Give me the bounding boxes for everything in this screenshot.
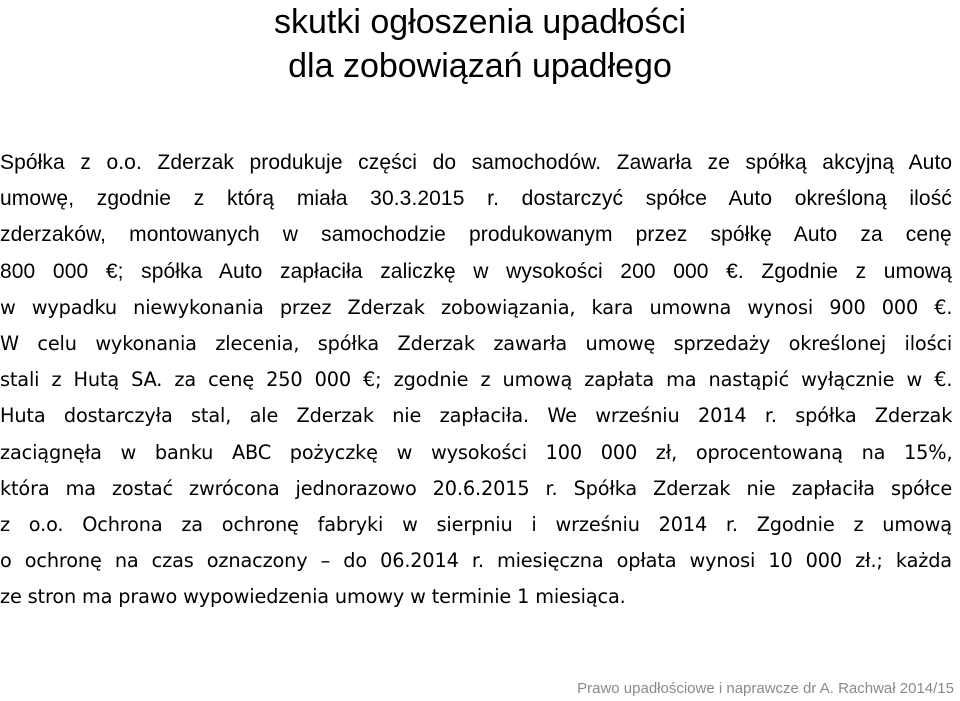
slide-footer: Prawo upadłościowe i naprawcze dr A. Rachwał 2014/15 bbox=[577, 680, 954, 697]
body-line-11: z o.o. Ochrona za ochronę fabryki w sierpniu i wrześniu 2014 r. Zgodnie z umową bbox=[0, 512, 952, 536]
slide-title bbox=[0, 0, 960, 88]
body-line-8: Huta dostarczyła stal, ale Zderzak nie zapłaciła. We wrześniu 2014 r. spółka Zderzak bbox=[0, 404, 952, 428]
case-description bbox=[0, 145, 952, 615]
body-line-9: zaciągnęła w banku ABC pożyczkę w wysokości 100 000 zł, oprocentowaną na 15%, bbox=[0, 440, 952, 464]
body-line-7: stali z Hutą SA. za cenę 250 000 €; zgodnie z umową zapłata ma nastąpić wyłącznie w €. bbox=[0, 368, 952, 392]
body-line-12: o ochronę na czas oznaczony – do 06.2014 r. miesięczna opłata wynosi 10 000 zł.; każda bbox=[0, 549, 952, 573]
body-line-13: ze stron ma prawo wypowiedzenia umowy w terminie 1 miesiąca. bbox=[0, 585, 626, 609]
body-line-3: zderzaków, montowanych w samochodzie produkowanym przez spółkę Auto za cenę bbox=[0, 223, 952, 247]
body-line-1: Spółka z o.o. Zderzak produkuje części do samochodów. Zawarła ze spółką akcyjną Auto bbox=[0, 151, 952, 174]
body-line-5: w wypadku niewykonania przez Zderzak zobowiązania, kara umowna wynosi 900 000 €. bbox=[0, 295, 952, 319]
title-line-2: dla zobowiązań upadłego bbox=[288, 47, 672, 85]
body-line-4: 800 000 €; spółka Auto zapłaciła zaliczkę w wysokości 200 000 €. Zgodnie z umową bbox=[0, 259, 952, 283]
body-line-2: umowę, zgodnie z którą miała 30.3.2015 r. dostarczyć spółce Auto określoną ilość bbox=[0, 187, 952, 211]
body-line-6: W celu wykonania zlecenia, spółka Zderzak zawarła umowę sprzedaży określonej ilości bbox=[0, 331, 952, 355]
body-line-10: która ma zostać zwrócona jednorazowo 20.6.2015 r. Spółka Zderzak nie zapłaciła spółce bbox=[0, 476, 952, 500]
title-line-1: skutki ogłoszenia upadłości bbox=[273, 3, 687, 41]
